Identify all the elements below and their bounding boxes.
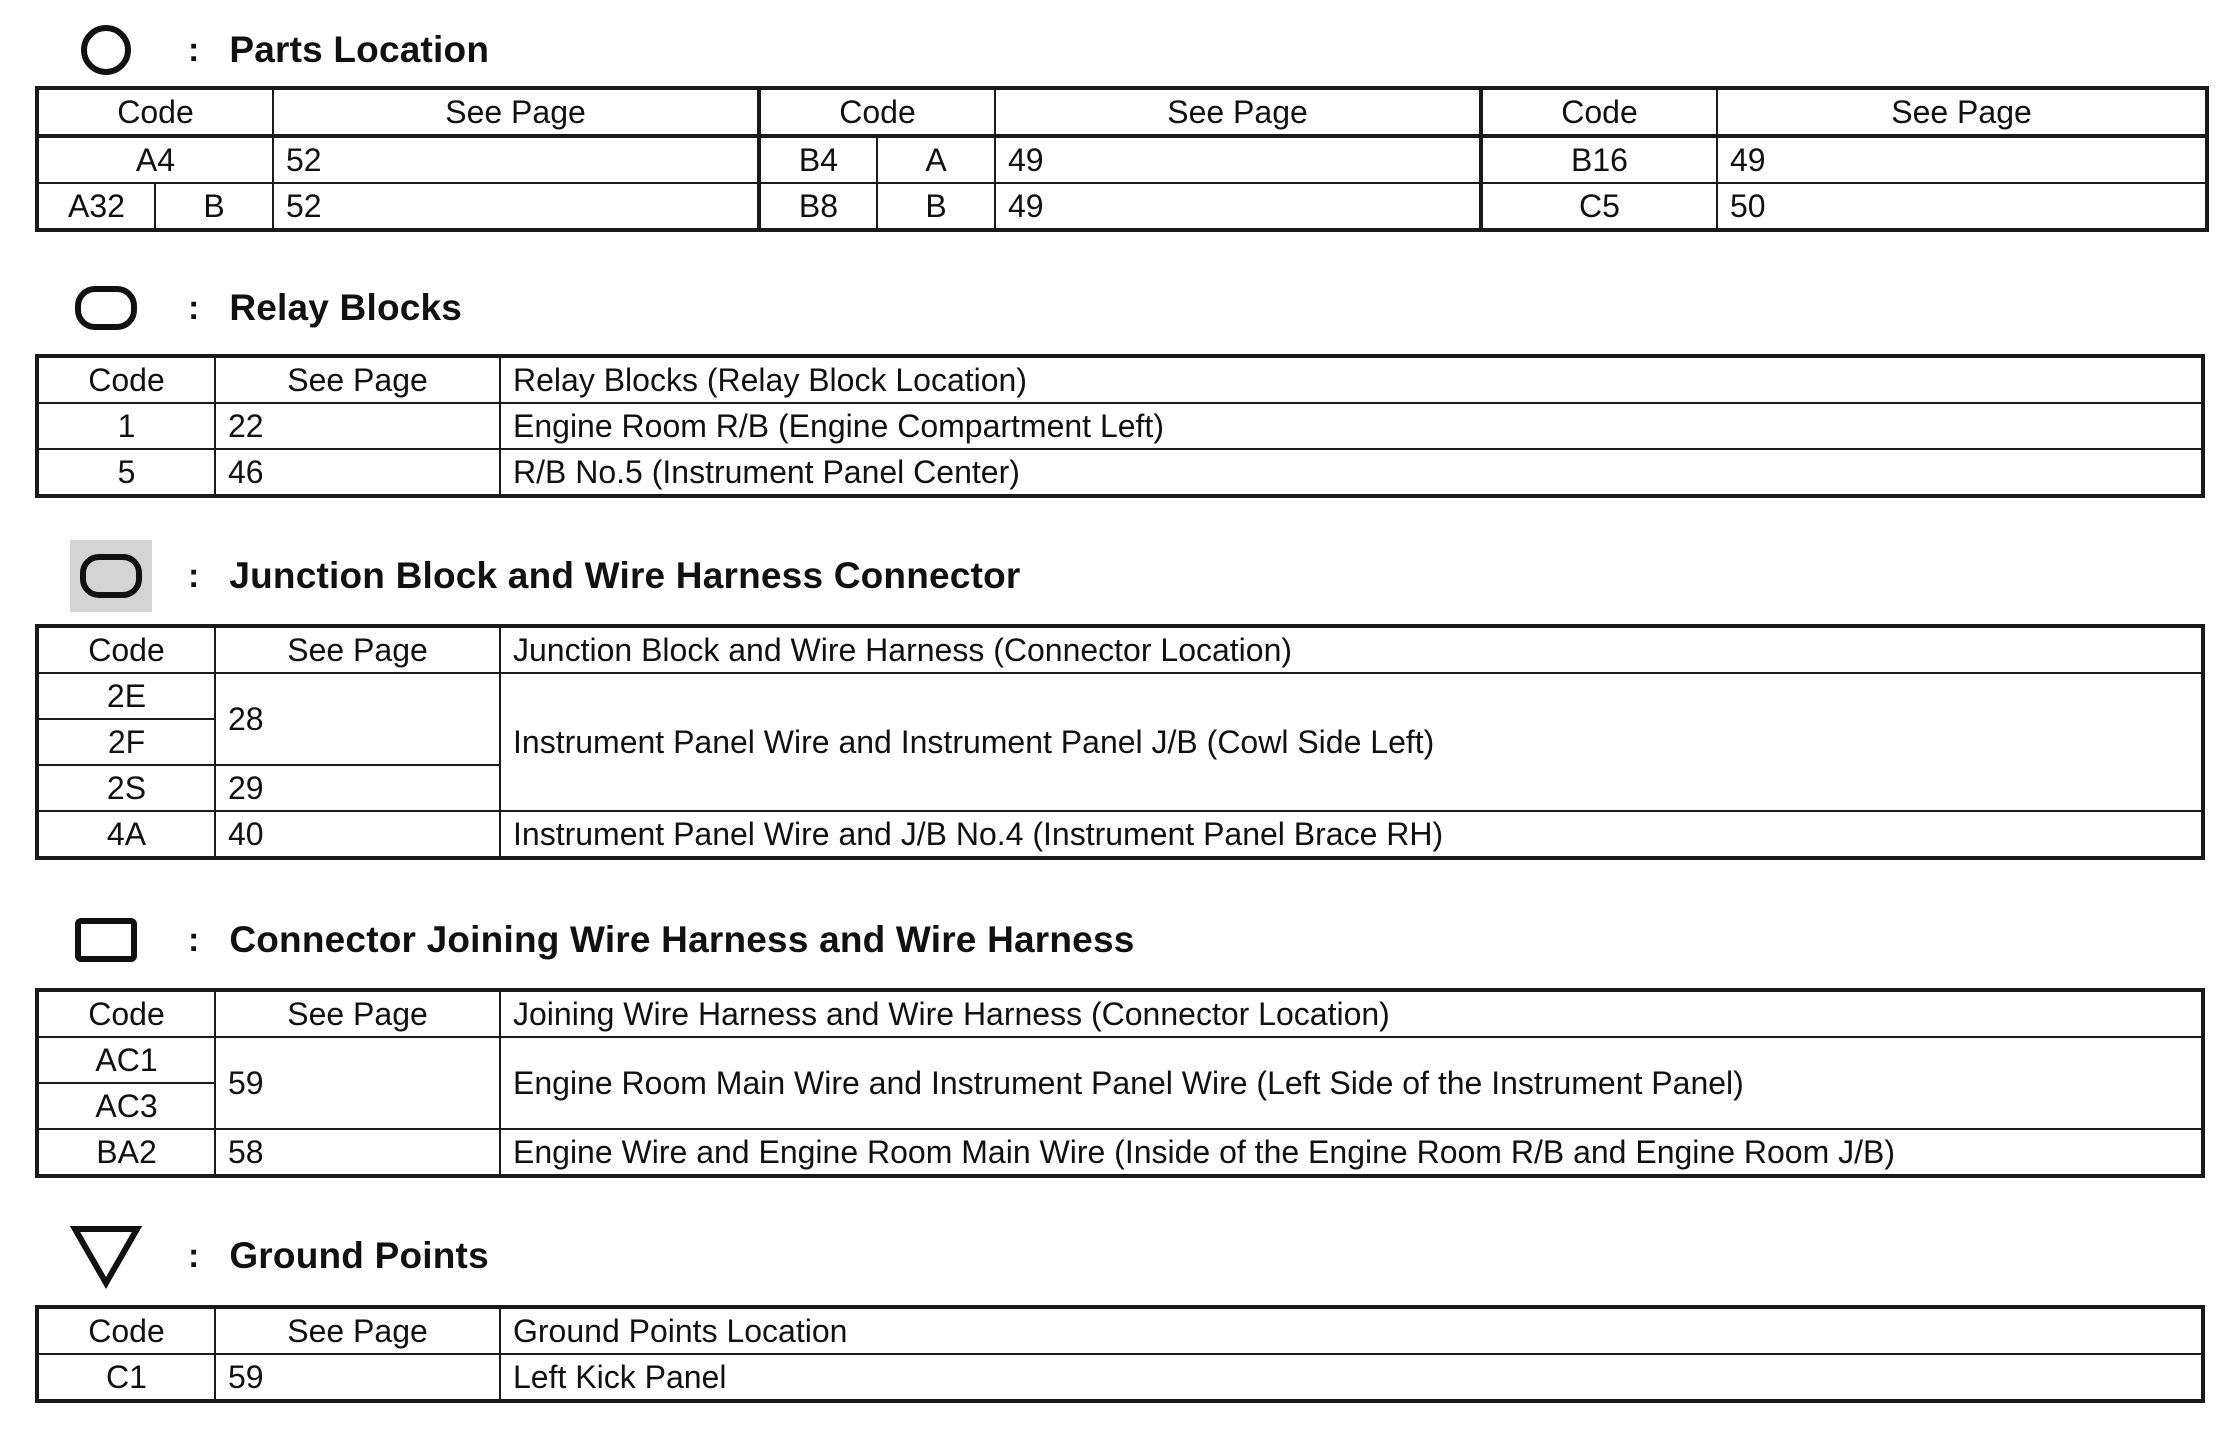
location-cell: R/B No.5 (Instrument Panel Center) xyxy=(500,449,2203,496)
column-header-see-page: See Page xyxy=(1717,88,2207,136)
column-header-code: Code xyxy=(37,626,215,673)
table-row xyxy=(37,811,2203,858)
column-header-see-page: See Page xyxy=(995,88,1481,136)
column-header-see-page: See Page xyxy=(273,88,759,136)
parts-location-header xyxy=(70,10,489,90)
parts-location-table xyxy=(35,86,2209,232)
sub-code-cell: B xyxy=(877,183,995,230)
column-header-location: Joining Wire Harness and Wire Harness (Connector Location) xyxy=(500,990,2203,1037)
column-header-code: Code xyxy=(37,88,273,136)
code-cell: A32 xyxy=(37,183,155,230)
junction-block-header xyxy=(70,536,1021,616)
sub-code-cell: A xyxy=(877,136,995,183)
table-row xyxy=(37,403,2203,449)
column-header-see-page: See Page xyxy=(215,990,500,1037)
table-header-row xyxy=(37,1307,2203,1354)
table-row xyxy=(37,449,2203,496)
column-header-location: Relay Blocks (Relay Block Location) xyxy=(500,356,2203,403)
location-cell: Left Kick Panel xyxy=(500,1354,2203,1401)
ground-points-table xyxy=(35,1305,2205,1403)
table-row xyxy=(37,673,2203,719)
column-header-code: Code xyxy=(1481,88,1717,136)
page-cell: 49 xyxy=(995,136,1481,183)
page-cell: 40 xyxy=(215,811,500,858)
code-cell: BA2 xyxy=(37,1129,215,1176)
circle-icon xyxy=(70,14,142,86)
code-cell: 1 xyxy=(37,403,215,449)
code-cell: 2S xyxy=(37,765,215,811)
code-cell: 5 xyxy=(37,449,215,496)
section-title: Junction Block and Wire Harness Connector xyxy=(229,555,1021,596)
column-header-code: Code xyxy=(37,1307,215,1354)
section-title: Ground Points xyxy=(229,1235,489,1276)
table-row xyxy=(37,1129,2203,1176)
page-cell: 52 xyxy=(273,183,759,230)
table-row xyxy=(37,183,2207,230)
junction-block-table xyxy=(35,624,2205,860)
location-cell: Engine Room R/B (Engine Compartment Left) xyxy=(500,403,2203,449)
ground-points-header xyxy=(70,1216,489,1296)
table-header-row xyxy=(37,626,2203,673)
page-cell: 29 xyxy=(215,765,500,811)
shaded-rounded-rect-icon xyxy=(70,540,152,612)
page-cell: 22 xyxy=(215,403,500,449)
page-cell: 49 xyxy=(1717,136,2207,183)
code-cell: B4 xyxy=(759,136,877,183)
column-header-location: Junction Block and Wire Harness (Connector Location) xyxy=(500,626,2203,673)
code-cell: C5 xyxy=(1481,183,1717,230)
code-cell: A4 xyxy=(37,136,273,183)
colon: : xyxy=(188,1236,200,1275)
colon: : xyxy=(188,556,200,595)
connector-joining-table xyxy=(35,988,2205,1178)
connector-joining-header xyxy=(70,900,1135,980)
column-header-see-page: See Page xyxy=(215,356,500,403)
table-row xyxy=(37,136,2207,183)
code-cell: C1 xyxy=(37,1354,215,1401)
table-row xyxy=(37,1037,2203,1083)
section-title: Relay Blocks xyxy=(229,287,463,328)
page-cell: 52 xyxy=(273,136,759,183)
section-title: Connector Joining Wire Harness and Wire Harness xyxy=(229,919,1135,960)
sub-code-cell: B xyxy=(155,183,273,230)
page-cell: 28 xyxy=(215,673,500,765)
table-row xyxy=(37,1354,2203,1401)
relay-blocks-table xyxy=(35,354,2205,498)
section-title: Parts Location xyxy=(229,29,490,70)
column-header-location: Ground Points Location xyxy=(500,1307,2203,1354)
location-cell: Instrument Panel Wire and J/B No.4 (Instrument Panel Brace RH) xyxy=(500,811,2203,858)
rounded-rect-icon xyxy=(70,272,142,344)
page-cell: 46 xyxy=(215,449,500,496)
code-cell: AC3 xyxy=(37,1083,215,1129)
code-cell: AC1 xyxy=(37,1037,215,1083)
page-cell: 58 xyxy=(215,1129,500,1176)
code-cell: B8 xyxy=(759,183,877,230)
table-header-row xyxy=(37,356,2203,403)
triangle-down-icon xyxy=(70,1220,142,1292)
page-cell: 59 xyxy=(215,1037,500,1129)
rect-icon xyxy=(70,904,142,976)
colon: : xyxy=(188,288,200,327)
code-cell: 2E xyxy=(37,673,215,719)
column-header-see-page: See Page xyxy=(215,626,500,673)
column-header-code: Code xyxy=(37,356,215,403)
location-cell: Engine Wire and Engine Room Main Wire (Inside of the Engine Room R/B and Engine Room J/B) xyxy=(500,1129,2203,1176)
location-cell: Engine Room Main Wire and Instrument Panel Wire (Left Side of the Instrument Panel) xyxy=(500,1037,2203,1129)
code-cell: 2F xyxy=(37,719,215,765)
table-header-row xyxy=(37,88,2207,136)
page-cell: 49 xyxy=(995,183,1481,230)
page-cell: 50 xyxy=(1717,183,2207,230)
relay-blocks-header xyxy=(70,268,462,348)
page-cell: 59 xyxy=(215,1354,500,1401)
table-header-row xyxy=(37,990,2203,1037)
code-cell: B16 xyxy=(1481,136,1717,183)
colon: : xyxy=(188,30,200,69)
column-header-see-page: See Page xyxy=(215,1307,500,1354)
column-header-code: Code xyxy=(759,88,995,136)
column-header-code: Code xyxy=(37,990,215,1037)
colon: : xyxy=(188,920,200,959)
code-cell: 4A xyxy=(37,811,215,858)
location-cell: Instrument Panel Wire and Instrument Panel J/B (Cowl Side Left) xyxy=(500,673,2203,811)
